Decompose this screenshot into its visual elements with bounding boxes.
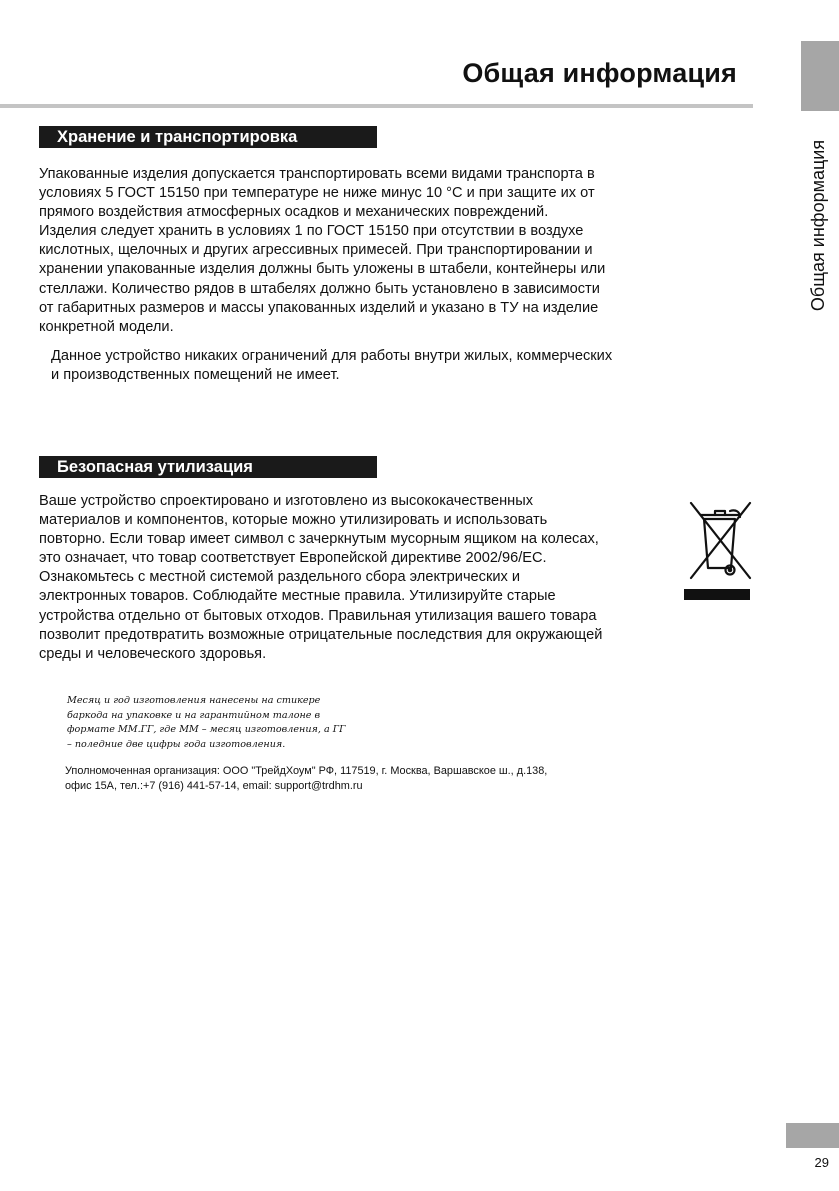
text-line: от габаритных размеров и массы упакованных изделий и указано в ТУ на изделие <box>39 299 599 316</box>
text-line: Ознакомьтесь с местной системой раздельного сбора электрических и <box>39 569 521 586</box>
crossed-out-wheelie-bin-icon <box>684 498 756 602</box>
text-line: формате ММ.ГГ, где ММ – месяц изготовления, а ГГ <box>67 724 346 735</box>
text-line: Ваше устройство спроектировано и изготовлено из высококачественных <box>39 493 534 509</box>
side-section-label-text: Общая информация <box>808 139 829 311</box>
storage-usage-note <box>51 347 612 385</box>
disposal-paragraph <box>39 492 602 664</box>
side-section-label <box>801 125 837 325</box>
text-line: повторно. Если товар имеет символ с зачеркнутым мусорным ящиком на колесах, <box>39 531 599 548</box>
text-line: кислотных, щелочных и других агрессивных примесей. При транспортировании и <box>39 242 593 259</box>
section-heading-disposal: Безопасная утилизация <box>39 456 377 478</box>
text-line: конкретной модели. <box>39 318 174 335</box>
page-number: 29 <box>814 1155 829 1170</box>
text-line: материалов и компонентов, которые можно утилизировать и использовать <box>39 512 548 529</box>
text-line: баркода на упаковке и на гарантийном талоне в <box>67 709 321 721</box>
text-line: – поледние две цифры года изготовления. <box>67 738 286 750</box>
text-line: электронных товаров. Соблюдайте местные правила. Утилизируйте старые <box>39 588 556 605</box>
text-line: и производственных помещений не имеет. <box>51 367 340 384</box>
title-divider <box>0 104 753 108</box>
text-line: это означает, что товар соответствует Европейской директиве 2002/96/ЕС. <box>39 550 547 567</box>
footer-marker <box>786 1123 839 1148</box>
page-title: Общая информация <box>462 58 737 88</box>
text-line: позволит предотвратить возможные отрицательные последствия для окружающей <box>39 626 603 643</box>
side-tab-marker <box>801 41 839 111</box>
storage-paragraph <box>39 165 605 337</box>
section-heading-storage: Хранение и транспортировка <box>39 126 377 148</box>
text-line: Изделия следует хранить в условиях 1 по ГОСТ 15150 при отсутствии в воздухе <box>39 223 584 240</box>
authorized-organization-info <box>65 764 547 793</box>
text-line: устройства отдельно от бытовых отходов. Правильная утилизация вашего товара <box>39 607 597 624</box>
text-line: офис 15А, тел.:+7 (916) 441-57-14, email: support@trdhm.ru <box>65 779 363 792</box>
text-line: Месяц и год изготовления нанесены на стикере <box>67 695 321 706</box>
manufacture-date-note <box>67 694 345 752</box>
text-line: Упакованные изделия допускается транспортировать всеми видами транспорта в <box>39 166 595 182</box>
text-line: Данное устройство никаких ограничений для работы внутри жилых, коммерческих <box>51 348 613 364</box>
text-line: хранении упакованные изделия должны быть уложены в штабели, контейнеры или <box>39 261 606 278</box>
text-line: Уполномоченная организация: ООО "ТрейдХоум" РФ, 117519, г. Москва, Варшавское ш., д.138, <box>65 765 548 777</box>
text-line: стеллажи. Количество рядов в штабелях должно быть установлено в зависимости <box>39 280 600 297</box>
text-line: условиях 5 ГОСТ 15150 при температуре не ниже минус 10 °С и при защите их от <box>39 185 595 202</box>
text-line: среды и человеческого здоровья. <box>39 645 267 662</box>
text-line: прямого воздействия атмосферных осадков и механических повреждений. <box>39 204 549 221</box>
